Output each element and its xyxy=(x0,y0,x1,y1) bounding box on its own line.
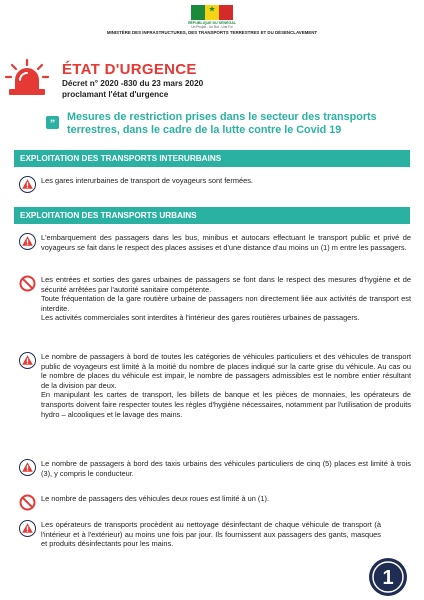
item-text: Le nombre de passagers à bord de toutes les catégories de véhicules particuliers et des véhicules de transport public de voyageurs est limité à la moitié du nombre de places indiqué sur la carte grise du véhicule. Au cas ou le nombre de places du véhicule est impair, le nombre de passagers admissibles est le nombre entier résultant de la division par deux. xyxy=(41,352,411,390)
page-number: 1 xyxy=(382,567,394,589)
warning-triangle-icon xyxy=(19,176,36,193)
page-number-badge xyxy=(368,557,408,597)
item-text: Toute fréquentation de la gare routière urbaine de passagers non directement liée aux activités de transport est interdite. xyxy=(41,294,411,313)
item-text: L'embarquement des passagers dans les bus, minibus et autocars effectuant le transport public et privé de voyageurs se fait dans le respect des places assises et d'une distance d'au moins un (1) m entre les passagers. xyxy=(41,233,411,252)
svg-text:”: ” xyxy=(50,118,55,129)
item-text: Le nombre de passagers à bord des taxis urbains des véhicules particuliers de cinq (5) places est limité à trois (3), y compris le conducteur. xyxy=(41,459,411,478)
list-item xyxy=(19,176,411,186)
warning-triangle-icon xyxy=(19,520,36,537)
section-title-urbains: EXPLOITATION DES TRANSPORTS URBAINS xyxy=(14,207,410,224)
prohibition-icon xyxy=(19,494,36,511)
quote-badge-icon xyxy=(46,116,59,129)
warning-triangle-icon xyxy=(19,459,36,476)
list-item xyxy=(19,459,411,478)
emergency-title: ÉTAT D'URGENCE xyxy=(62,61,197,78)
warning-triangle-icon xyxy=(19,352,36,369)
headline: Mesures de restriction prises dans le secteur des transports terrestres, dans le cadre de la lutte contre le Covid 19 xyxy=(67,111,377,137)
siren-alarm-icon xyxy=(3,58,51,98)
warning-triangle-icon xyxy=(19,233,36,250)
decree-line-1: Décret n° 2020 -830 du 23 mars 2020 xyxy=(62,79,204,88)
list-item xyxy=(19,275,411,323)
item-text: En manipulant les cartes de transport, les billets de banque et les pièces de monnaies, les opérateurs de transports doivent faire respecter toutes les règles d'hygiène nécessaires, notamment par l'utilisation de produits hydro – alcooliques et le lavage des mains. xyxy=(41,390,411,419)
list-item xyxy=(19,520,411,549)
list-item xyxy=(19,233,411,252)
item-text: Les entrées et sorties des gares urbaines de passagers se font dans le respect des mesures d'hygiène et de sécurité arrêtées par l'autorité sanitaire compétente. xyxy=(41,275,411,294)
decree-line-2: proclamant l'état d'urgence xyxy=(62,89,169,99)
item-text: Les opérateurs de transports procèdent au nettoyage désinfectant de chaque véhicule de transport (à l'intérieur et à l'extérieur) au moins une fois par jour. Ils fournissent aux passagers des gants, masques et produits désinfectants pour les mains. xyxy=(41,520,381,549)
motto-label: Un Peuple - Un But - Une Foi xyxy=(191,25,233,29)
list-item xyxy=(19,352,411,419)
section-title-interurbains: EXPLOITATION DES TRANSPORTS INTERURBAINS xyxy=(14,150,410,167)
list-item xyxy=(19,494,411,504)
ministry-label: MINISTÈRE DES INFRASTRUCTURES, DES TRANSPORTS TERRESTRES ET DU DÉSENCLAVEMENT xyxy=(106,30,318,35)
decree-text xyxy=(62,79,262,100)
prohibition-icon xyxy=(19,275,36,292)
republic-label: RÉPUBLIQUE DU SÉNÉGAL xyxy=(187,21,237,25)
item-text: Les activités commerciales sont interdites à l'intérieur des gares routières urbaines de passagers. xyxy=(41,313,360,323)
item-text: Le nombre de passagers des véhicules deux roues est limité à un (1). xyxy=(41,494,270,503)
item-text: Les gares interurbaines de transport de voyageurs sont fermées. xyxy=(41,176,253,185)
page-header xyxy=(0,0,424,60)
senegal-flag-icon: ★ xyxy=(191,5,233,20)
